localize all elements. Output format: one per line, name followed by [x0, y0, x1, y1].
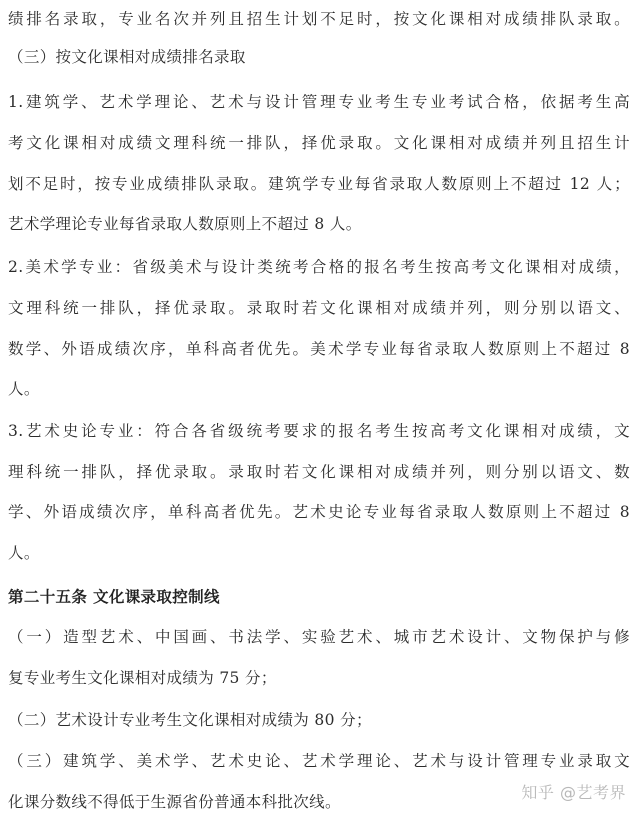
paragraph-line: 化课分数线不得低于生源省份普通本科批次线。: [8, 793, 341, 811]
paragraph-line: 学、外语成绩次序，单科高者优先。艺术史论专业每省录取人数原则上不超过 8: [8, 503, 630, 521]
paragraph-line: 绩排名录取，专业名次并列且招生计划不足时，按文化课相对成绩排队录取。: [8, 10, 630, 28]
paragraph-line: 划不足时，按专业成绩排队录取。建筑学专业每省录取人数原则上不超过 12 人；: [8, 175, 630, 193]
paragraph-line: 3.艺术史论专业：符合各省级统考要求的报名考生按高考文化课相对成绩，文: [8, 422, 630, 440]
paragraph-line: 2.美术学专业：省级美术与设计类统考合格的报名考生按高考文化课相对成绩，: [8, 258, 630, 276]
paragraph-line: 考文化课相对成绩文理科统一排队，择优录取。文化课相对成绩并列且招生计: [8, 134, 630, 152]
paragraph-line: （二）艺术设计专业考生文化课相对成绩为 80 分；: [8, 711, 372, 729]
zhihu-watermark: 知乎 @艺考界: [521, 783, 626, 802]
paragraph-line: 理科统一排队，择优录取。录取时若文化课相对成绩并列，则分别以语文、数: [8, 463, 630, 481]
paragraph-line: 人。: [8, 380, 40, 398]
article-heading: 第二十五条 文化课录取控制线: [8, 588, 220, 606]
paragraph-line: 复专业考生文化课相对成绩为 75 分；: [8, 669, 277, 687]
paragraph-line: 1.建筑学、艺术学理论、艺术与设计管理专业考生专业考试合格，依据考生高: [8, 93, 630, 111]
paragraph-line: 文理科统一排队，择优录取。录取时若文化课相对成绩并列，则分别以语文、: [8, 299, 630, 317]
paragraph-line: （三）建筑学、美术学、艺术史论、艺术学理论、艺术与设计管理专业录取文: [8, 752, 630, 770]
paragraph-line: 数学、外语成绩次序，单科高者优先。美术学专业每省录取人数原则上不超过 8: [8, 340, 630, 358]
paragraph-line: 艺术学理论专业每省录取人数原则上不超过 8 人。: [8, 215, 362, 233]
section-subheading: （三）按文化课相对成绩排名录取: [8, 48, 246, 66]
paragraph-line: （一）造型艺术、中国画、书法学、实验艺术、城市艺术设计、文物保护与修: [8, 628, 630, 646]
paragraph-line: 人。: [8, 544, 40, 562]
